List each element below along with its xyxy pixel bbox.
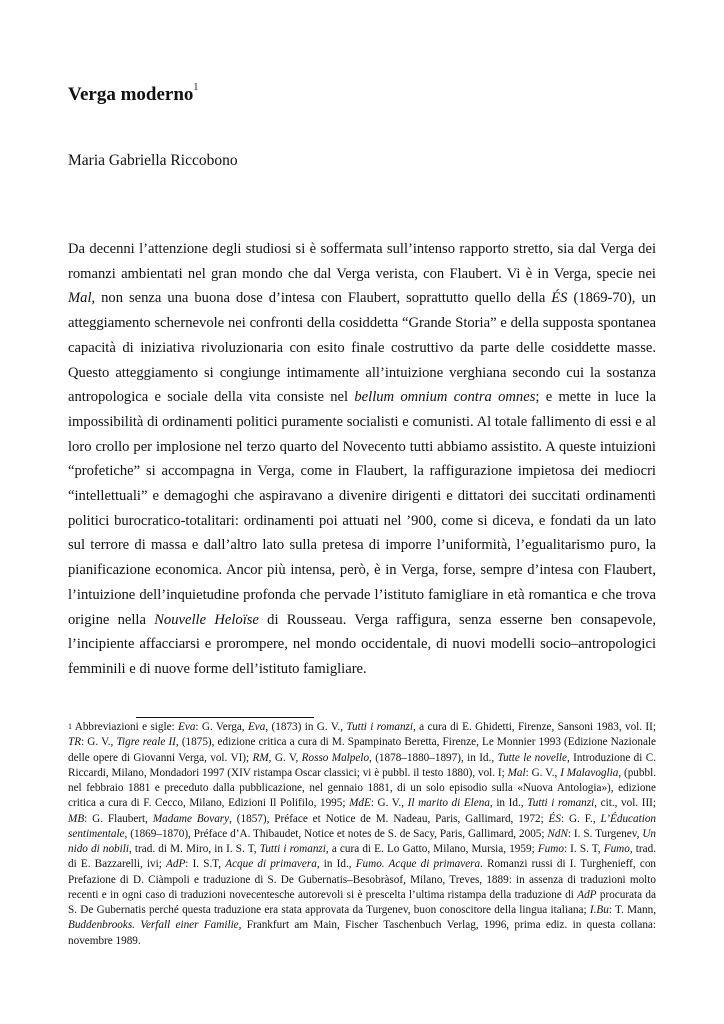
footnote-text-run-italic: Il marito di Elena (407, 797, 490, 810)
body-text-run: Da decenni l’attenzione degli studiosi si è soffermata sull’intenso rapporto stretto, sia dal Verga dei romanzi ambientati nel gran mondo che dal Verga verista, con Flaubert. Vi è in Verga, specie nei (68, 241, 656, 282)
footnote-marker: 1 (68, 722, 72, 731)
footnote-text-run: Abbreviazioni e sigle: (72, 721, 179, 733)
footnote-text-run: , trad. di M. Miro, in I. S. T, (128, 843, 260, 855)
footnote-text-run: : G. V., (370, 797, 408, 810)
footnote-text-run-italic: Tutti i romanzi (527, 797, 595, 810)
footnote-text-run: : G. Flaubert, (84, 812, 153, 825)
footnote-text-run-italic: Rosso Malpelo (301, 751, 370, 764)
body-text-run-italic: Mal (68, 290, 92, 307)
footnote-text-run-italic: Tigre reale II (116, 736, 176, 749)
footnote (68, 720, 656, 949)
footnote-text-run-italic: Fumo (603, 843, 630, 855)
footnote-text-run: : G. V., (525, 766, 561, 779)
footnote-text-run: , cit., vol. III; (594, 797, 657, 810)
footnote-text-run-italic: Fumo. Acque di primavera (355, 858, 481, 871)
footnote-text-run-italic: RM (252, 751, 269, 764)
footnote-text-run-italic: Fumo (537, 843, 564, 855)
body-text-run-italic: ÉS (551, 290, 568, 307)
footnote-text-run: : G. V., (81, 736, 117, 749)
footnote-text-run: : I. S.T, (185, 858, 226, 871)
footnote-text-run: : I. S. T, (563, 843, 604, 855)
footnote-text-run-italic: Buddenbrooks. Verfall einer Familie (68, 919, 239, 932)
footnote-text-run-italic: Eva (247, 721, 266, 733)
footnote-text-run: , (1869–1870), Préface d’A. Thibaudet, Notice et notes de S. de Sacy, Paris, Gallimard, 2005; (124, 827, 548, 840)
body-text-run: , non senza una buona dose d’intesa con Flaubert, soprattutto quello della (91, 290, 552, 307)
footnote-text-run: . Romanzi russi di I. Turghenieff, con Prefazione di D. Ciàmpoli e traduzione di S. De Gubernatis–Besobràsof, Milano, Treves, 1889: in assenza di traduzioni molto recenti e in ogni caso di traduzioni novecentesche autorevoli si è prescelta l’ultima ristampa della traduzione di (68, 858, 657, 901)
footnote-text-run: , (1873) in G. V., (265, 721, 347, 733)
body-text-run: di Rousseau. Verga raffigura, senza esserne ben consapevole, l’incipiente affacciarsi e prorompere, nel mondo occidentale, di nuovi modelli socio–antropologici femminili e di nuove forme dell’istituto famigliare. (68, 611, 656, 677)
title-text: Verga moderno (68, 84, 194, 105)
footnote-text-run: , (1875), edizione critica a cura di M. Spampinato Beretta, Firenze, Le Monnier 1993 (Edizione Nazionale delle opere di Giovanni Verga, vol. VI); (68, 736, 656, 764)
footnote-text-run-italic: MdE (349, 797, 371, 810)
footnote-text-run: , a cura di E. Lo Gatto, Milano, Mursia, 1959; (325, 843, 538, 855)
author-name: Maria Gabriella Riccobono (68, 152, 238, 169)
body-text-run-italic: bellum omnium contra omnes (354, 389, 536, 406)
footnote-text-run-italic: Un nido di nobili (68, 827, 656, 855)
footnote-text-run-italic: Madame Bovary (152, 812, 230, 825)
footnote-text-run: , (pubbl. nel febbraio 1881 e preceduto dalla pubblicazione, nel gennaio 1881, di un solo episodio sulla «Nuova Antologia»), edizione critica a cura di F. Cecco, Milano, Edizioni Il Polifilo, 1995; (68, 766, 656, 810)
footnote-text-run-italic: Mal (507, 766, 526, 779)
footnote-text-run: , (1857), Préface et Notice de M. Nadeau, Paris, Gallimard, 1972; (229, 812, 549, 825)
footnote-text-run: , Frankfurt am Main, Fischer Taschenbuch Verlag, 1996, prima ediz. in questa collana: novembre 1989. (68, 919, 657, 947)
footnote-text-run-italic: I Malavoglia (560, 766, 619, 779)
body-text-run: (1869-70), un atteggiamento schernevole nei confronti della cosiddetta “Grande Storia” e della supposta spontanea capacità di iniziativa rivoluzionaria con esito finale costruttivo da parte delle cosiddette masse. Questo atteggiamento si congiunge intimamente all’intuizione verghiana secondo cui la sostanza antropologica e sociale della vita consiste nel (68, 290, 657, 406)
footnote-text-run-italic: AdP (577, 888, 597, 901)
page-title (68, 84, 198, 106)
footnote-text-run: : G. F., (560, 812, 601, 825)
footnote-text-run: procurata da S. De Gubernatis perché questa traduzione era stata approvata da Turgenev, buon conoscitore della lingua italiana; (68, 888, 656, 916)
footnote-text-run-italic: Eva (178, 721, 196, 733)
footnote-text-run: : T. Mann, (608, 904, 656, 916)
footnote-text-run-italic: Tutte le novelle (497, 751, 567, 764)
footnote-text-run: , a cura di E. Ghidetti, Firenze, Sansoni 1983, vol. II; (413, 721, 656, 733)
footnote-text-run-italic: Acque di primavera (225, 858, 317, 871)
body-text-run-italic: Nouvelle Heloïse (154, 611, 259, 628)
footnote-text-run: , G. V, (268, 751, 302, 764)
footnote-text-run: , in Id., (489, 797, 528, 810)
footnote-text-run-italic: L’Éducation sentimentale (68, 812, 657, 840)
footnote-text-run-italic: NdN (547, 827, 568, 840)
footnote-separator (136, 717, 314, 718)
footnote-text-run: : G. Verga, (195, 721, 248, 733)
footnote-text-run: , Introduzione di C. Riccardi, Milano, Mondadori 1997 (XIV ristampa Oscar classici; vi è pubbl. il testo 1880), vol. I; (68, 751, 657, 779)
footnote-text-run: : I. S. Turgenev, (567, 827, 643, 840)
footnote-text-run-italic: Tutti i romanzi (346, 721, 413, 733)
footnote-reference: 1 (193, 82, 199, 93)
body-text-run: ; e mette in luce la impossibilità di ordinamenti politici puramente socialisti e comunisti. Al totale fallimento di essi e al loro crollo per implosione nel terzo quarto del Novecento tutti abbiamo assistito. A queste intuizioni “profetiche” si accompagna in Verga, come in Flaubert, la raffigurazione impietosa dei mediocri “intellettuali” e demagoghi che aspiravano a divenire dirigenti e dittatori dei succitati ordinamenti politici burocratico-totalitari: ordinamenti poi attuati nel ’900, come si diceva, e fondati da un lato sul terrore di massa e dall’altro lato sulla pretesa di imporre l’uniformità, l’egualitarismo puro, la pianificazione economica. Ancor più intensa, però, è in Verga, forse, sempre d’intesa con Flaubert, l’intuizione dell’inquietudine profonda che pervade l’istituto famigliare in età romantica e che trova origine nella (68, 389, 656, 628)
footnote-text-run-italic: MB (68, 812, 85, 825)
footnote-text-run-italic: ÉS (548, 812, 561, 825)
footnote-text-run-italic: TR (68, 736, 82, 749)
footnote-text-run-italic: AdP (166, 858, 186, 871)
footnote-text-run: , in Id., (316, 858, 356, 871)
footnote-text-run-italic: Tutti i romanzi (259, 843, 326, 855)
body-paragraph (68, 237, 656, 682)
footnote-text-run: , (1878–1880–1897), in Id., (369, 751, 498, 764)
footnote-text-run: , trad. di E. Bazzarelli, ivi; (68, 843, 656, 871)
footnote-text-run-italic: I.Bu (589, 904, 609, 916)
